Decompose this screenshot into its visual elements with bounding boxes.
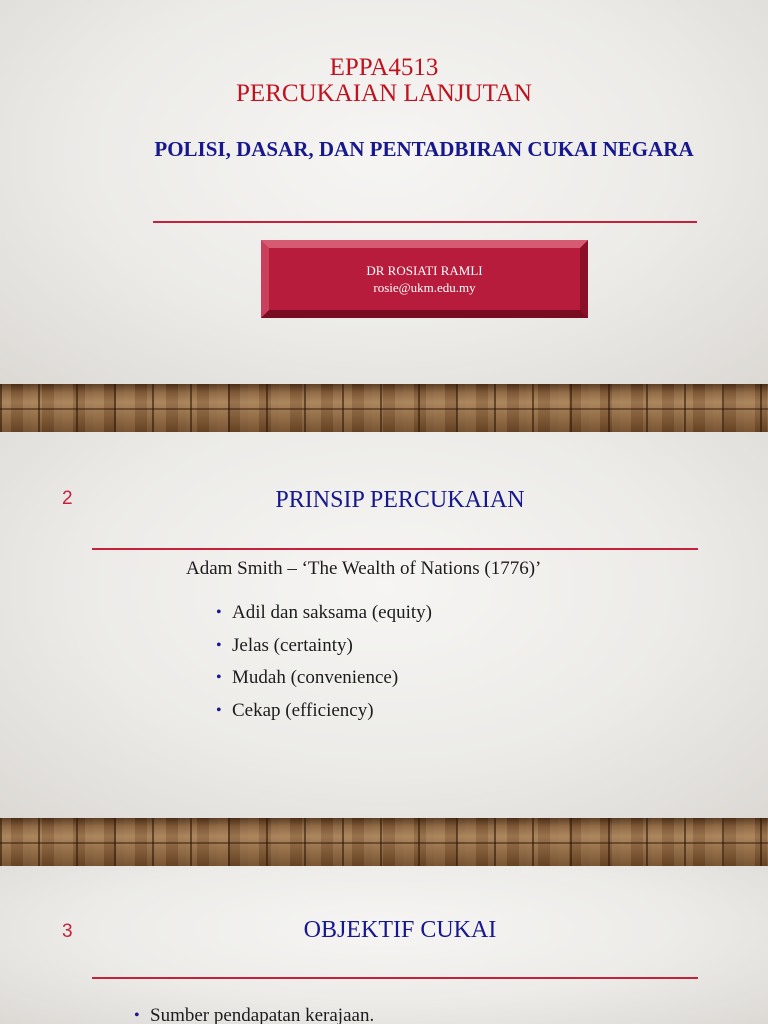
title-divider — [92, 548, 698, 550]
list-item — [216, 700, 432, 733]
bullet-icon: • — [216, 669, 222, 686]
wood-floor-divider — [0, 384, 768, 432]
list-item — [134, 1005, 374, 1024]
title-divider — [153, 221, 697, 223]
list-item-text: Cekap (efficiency) — [232, 699, 374, 721]
bullet-list — [216, 602, 432, 732]
list-item-text: Mudah (convenience) — [232, 667, 399, 688]
bullet-icon: • — [216, 701, 222, 719]
bullet-list — [134, 1005, 374, 1024]
course-code: EPPA4513 — [329, 54, 439, 81]
slide-subtitle: Adam Smith – ‘The Wealth of Nations (1776)’ — [186, 558, 542, 579]
presenter-name: DR ROSIATI RAMLI — [366, 263, 483, 278]
slide-title: PRINSIP PERCUKAIAN — [275, 487, 525, 513]
slide-number: 2 — [62, 488, 73, 509]
course-name: PERCUKAIAN LANJUTAN — [236, 80, 532, 107]
topic-title: POLISI, DASAR, DAN PENTADBIRAN CUKAI NEGARA — [154, 137, 694, 161]
list-item-text: Jelas (certainty) — [232, 634, 353, 656]
slide-3 — [0, 866, 768, 1024]
slide-number: 3 — [62, 921, 73, 942]
slide-2 — [0, 432, 768, 818]
slide-1 — [0, 0, 768, 384]
list-item — [216, 635, 432, 668]
list-item-text: Sumber pendapatan kerajaan. — [150, 1005, 375, 1024]
title-divider — [92, 977, 698, 979]
bullet-icon: • — [216, 636, 222, 654]
bullet-icon: • — [134, 1007, 140, 1024]
presenter-email[interactable]: rosie@ukm.edu.my — [373, 280, 476, 295]
slide-title: OBJEKTIF CUKAI — [303, 917, 497, 943]
list-item — [216, 667, 432, 700]
wood-floor-divider — [0, 818, 768, 866]
bullet-icon: • — [216, 604, 222, 621]
list-item-text: Adil dan saksama (equity) — [232, 602, 432, 623]
presenter-box — [261, 240, 588, 318]
list-item — [216, 602, 432, 635]
